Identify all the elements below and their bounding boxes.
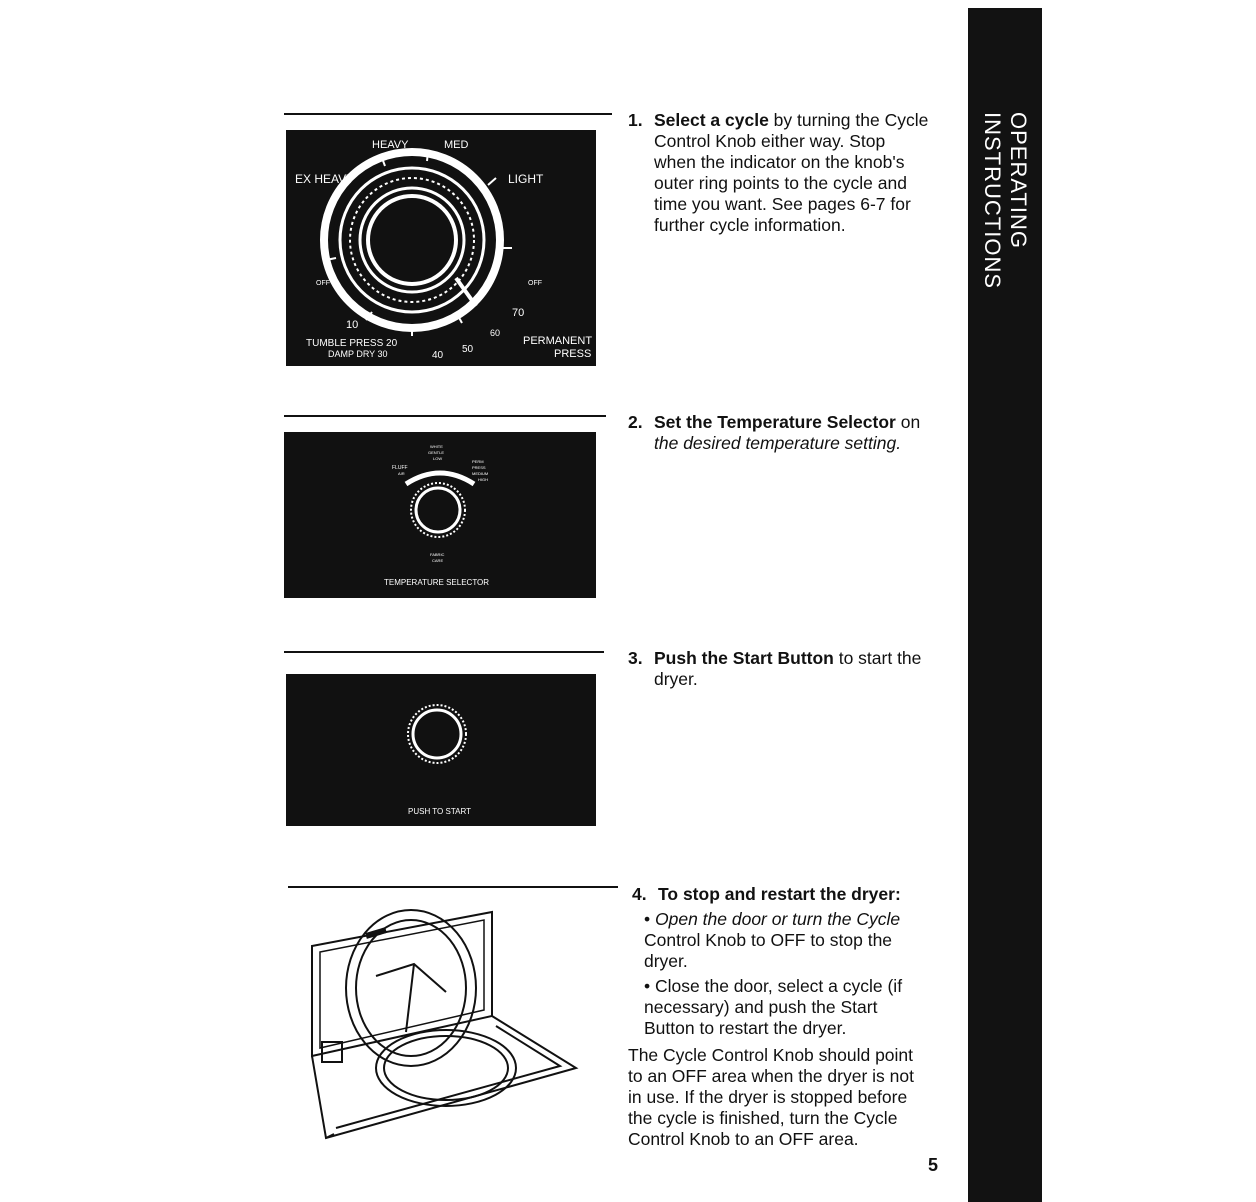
label-off-left: OFF — [316, 280, 330, 287]
step-4 — [628, 884, 958, 1150]
temp-selector-title: TEMPERATURE SELECTOR — [384, 578, 490, 587]
cycle-control-panel — [286, 130, 596, 366]
step-4-para-line-2: to an OFF area when the dryer is not — [628, 1066, 914, 1086]
step-4-bullet-1-line-3: dryer. — [644, 951, 688, 971]
step-1 — [628, 110, 948, 236]
step-3-line-2: dryer. — [654, 669, 698, 689]
push-to-start-label: PUSH TO START — [408, 807, 471, 816]
temp-label-white: WHITE — [430, 444, 443, 449]
label-heavy: HEAVY — [372, 139, 409, 151]
step-4-bullet-1-line-2: Control Knob to OFF to stop the — [644, 930, 893, 950]
divider-rule-2 — [284, 415, 606, 417]
temp-label-low: LOW — [433, 456, 443, 461]
temp-label-press: PRESS — [472, 465, 486, 470]
temp-label-fluff: FLUFF — [392, 465, 408, 471]
label-70: 70 — [512, 307, 525, 319]
step-1-bold: Select a cycle — [654, 110, 769, 130]
label-press: PRESS — [554, 348, 592, 360]
step-4-bullet-2-line-3: Button to restart the dryer. — [644, 1018, 847, 1038]
label-off-right: OFF — [528, 280, 542, 287]
step-4-bullet-2-line-1: Close the door, select a cycle (if — [655, 976, 903, 996]
step-4-paragraph — [628, 1045, 958, 1150]
step-4-para-line-3: in use. If the dryer is stopped before — [628, 1087, 908, 1107]
label-med: MED — [444, 139, 469, 151]
step-2-rest: on — [895, 412, 921, 432]
temp-label-high: HIGH — [478, 477, 488, 482]
label-ex-heavy: EX HEAVY — [295, 172, 355, 186]
label-50: 50 — [462, 344, 474, 355]
temp-label-care: CARE — [432, 558, 444, 563]
step-2 — [628, 412, 948, 454]
step-2-line-2: the desired temperature setting. — [654, 433, 902, 453]
step-1-line-5: further cycle information. — [654, 215, 846, 235]
step-4-para-line-5: Control Knob to an OFF area. — [628, 1129, 859, 1149]
cycle-knob-illustration — [286, 130, 596, 366]
step-4-number: 4. — [632, 884, 647, 904]
step-3-bold: Push the Start Button — [654, 648, 834, 668]
step-4-bullet-2-line-2: necessary) and push the Start — [644, 997, 878, 1017]
step-2-bold: Set the Temperature Selector — [654, 412, 896, 432]
dryer-door-illustration — [296, 906, 586, 1146]
label-light: LIGHT — [508, 172, 544, 186]
label-tumble-press: TUMBLE PRESS 20 — [306, 338, 398, 349]
step-1-number: 1. — [628, 110, 643, 130]
step-2-number: 2. — [628, 412, 643, 432]
start-button-illustration — [286, 674, 596, 826]
step-1-line-4: time you want. See pages 6-7 for — [654, 194, 911, 214]
temp-label-fabric: FABRIC — [430, 552, 445, 557]
step-1-line-3: outer ring points to the cycle and — [654, 173, 907, 193]
label-40: 40 — [432, 350, 444, 361]
step-3 — [628, 648, 948, 690]
step-4-bullet-2: • Close the door, select a cycle (if necessary) and push the Start Button to restart the dryer. — [632, 976, 958, 1039]
step-4-para-line-4: the cycle is finished, turn the Cycle — [628, 1108, 898, 1128]
step-4-para-line-1: The Cycle Control Knob should point — [628, 1045, 914, 1065]
start-button-panel — [286, 674, 596, 826]
temp-label-medium: MEDIUM — [472, 471, 489, 476]
temp-label-air: AIR — [398, 471, 405, 476]
label-60: 60 — [490, 328, 501, 338]
label-permanent: PERMANENT — [523, 335, 593, 347]
step-4-bullet-1-line-1: Open the door or turn the Cycle — [655, 909, 901, 929]
label-10: 10 — [346, 319, 359, 331]
step-1-rest: by turning the Cycle — [768, 110, 929, 130]
temperature-selector-panel — [284, 432, 596, 598]
step-3-rest: to start the — [833, 648, 922, 668]
temp-label-gentle: GENTLE — [428, 450, 445, 455]
step-3-number: 3. — [628, 648, 643, 668]
label-damp-dry: DAMP DRY 30 — [328, 349, 388, 359]
temp-label-perm: PERM — [472, 459, 484, 464]
temperature-knob-illustration — [284, 432, 596, 598]
step-4-heading: To stop and restart the dryer: — [658, 884, 901, 904]
step-1-line-1: Control Knob either way. Stop — [654, 131, 886, 151]
step-1-line-2: when the indicator on the knob's — [654, 152, 905, 172]
step-4-bullet-1: • Open the door or turn the Cycle Control Knob to OFF to stop the dryer. — [632, 909, 958, 972]
divider-rule-1 — [284, 113, 612, 115]
page-number: 5 — [928, 1155, 939, 1175]
sidebar-title: OPERATING INSTRUCTIONS — [980, 112, 1031, 289]
divider-rule-4 — [288, 886, 618, 888]
divider-rule-3 — [284, 651, 604, 653]
